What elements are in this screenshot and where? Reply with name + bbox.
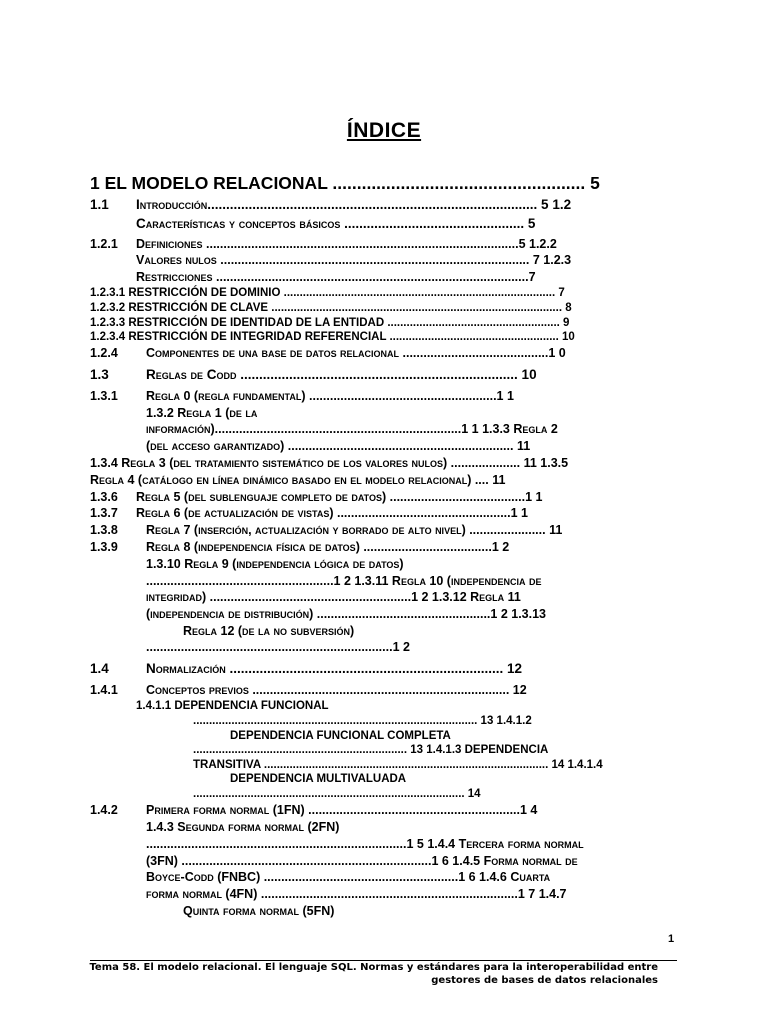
toc-entry: 1.3.10 Regla 9 (independencia lógica de datos) <box>146 557 404 571</box>
toc-entry: Restricciones ..........................................................................................7 <box>136 270 536 284</box>
toc-entry: 1.4.3 Segunda forma normal (2FN) <box>146 820 340 834</box>
toc-entry: ................................................................... 13 1.4.1.3 DEPENDENCIA <box>193 744 549 756</box>
toc-entry: Regla 6 (de actualización de vistas) ..................................................1 1 <box>136 506 528 520</box>
toc-entry: Características y conceptos básicos ................................................ 5 <box>136 216 536 231</box>
toc-entry: .......................................................................1 2 <box>146 640 410 654</box>
toc-entry: Introducción........................................................................................ 5 1.2 <box>136 197 572 212</box>
toc-entry: Reglas de Codd .......................................................................... 10 <box>146 367 537 382</box>
toc-entry: 1.3.9 <box>90 540 118 554</box>
toc-entry: 1.3.1 <box>90 389 118 403</box>
toc-entry: 1.2.3.4 RESTRICCIÓN DE INTEGRIDAD REFERENCIAL ..................................................... 10 <box>90 331 575 343</box>
toc-entry: 1.4 <box>90 661 109 676</box>
toc-entry: 1.3.2 Regla 1 (de la <box>146 406 258 420</box>
toc-entry: información).......................................................................1 1 1.3.3 Regla 2 <box>146 422 558 436</box>
toc-entry: 1.3.4 Regla 3 (del tratamiento sistemático de los valores nulos) .................... 11 1.3.5 <box>90 456 569 470</box>
footer-line-1: Tema 58. El modelo relacional. El lenguaje SQL. Normas y estándares para la interoperabilidad entre <box>89 962 658 973</box>
toc-entry: 1.2.3.2 RESTRICCIÓN DE CLAVE ........................................................................................... 8 <box>90 302 572 314</box>
toc-entry: Definiciones ..........................................................................................5 1.2.2 <box>136 237 557 251</box>
toc-entry: DEPENDENCIA FUNCIONAL COMPLETA <box>230 730 451 742</box>
toc-entry: 1.2.4 <box>90 346 118 360</box>
toc-entry: ..................................................................................... 14 <box>193 788 481 800</box>
toc-entry: TRANSITIVA ......................................................................................... 14 1.4.1.4 <box>193 759 603 771</box>
toc-entry: 1.3 <box>90 367 109 382</box>
toc-entry: (3FN) ........................................................................1 6 1.4.5 Forma normal de <box>146 854 578 868</box>
toc-entry: ......................................................................................... 13 1.4.1.2 <box>193 715 532 727</box>
toc-entry: 1.2.3.1 RESTRICCIÓN DE DOMINIO ..................................................................................... 7 <box>90 287 565 299</box>
toc-entry: Boyce-Codd (FNBC) ........................................................1 6 1.4.6 Cuarta <box>146 870 551 884</box>
index-title: ÍNDICE <box>346 119 422 142</box>
toc-entry: DEPENDENCIA MULTIVALUADA <box>230 773 407 785</box>
footer-divider <box>90 960 677 961</box>
toc-entry: 1.3.8 <box>90 523 118 537</box>
toc-entry: (independencia de distribución) ..................................................1 2 1.3.13 <box>146 607 547 621</box>
toc-entry: 1.3.7 <box>90 506 118 520</box>
toc-entry: ......................................................1 2 1.3.11 Regla 10 (independencia de <box>146 574 542 588</box>
toc-entry: Regla 8 (independencia física de datos) .....................................1 2 <box>146 540 510 554</box>
toc-entry: Componentes de una base de datos relacional ..........................................1 0 <box>146 346 566 360</box>
toc-entry: 1.4.2 <box>90 803 118 817</box>
toc-entry: 1.1 <box>90 197 109 212</box>
toc-entry: Regla 5 (del sublenguaje completo de datos) .......................................1 1 <box>136 490 543 504</box>
toc-entry: forma normal (4FN) ..........................................................................1 7 1.4.7 <box>146 887 567 901</box>
toc-entry: Primera forma normal (1FN) .............................................................1 4 <box>146 803 538 817</box>
toc-entry: Quinta forma normal (5FN) <box>183 904 335 918</box>
footer-line-2: gestores de bases de datos relacionales <box>431 974 658 986</box>
toc-entry: 1.4.1.1 DEPENDENCIA FUNCIONAL <box>136 700 329 712</box>
toc-entry: ...........................................................................1 5 1.4.4 Tercera forma normal <box>146 837 584 851</box>
toc-entry: 1 EL MODELO RELACIONAL .................................................... 5 <box>90 173 600 193</box>
toc-entry: 1.4.1 <box>90 683 118 697</box>
toc-entry: Conceptos previos .......................................................................... 12 <box>146 683 527 697</box>
toc-entry: Regla 0 (regla fundamental) ......................................................1 1 <box>146 389 514 403</box>
toc-entry: Regla 4 (catálogo en línea dinámico basado en el modelo relacional) .... 11 <box>90 473 506 487</box>
toc-entry: Valores nulos ......................................................................................... 7 1.2.3 <box>136 253 572 267</box>
toc-entry: 1.2.3.3 RESTRICCIÓN DE IDENTIDAD DE LA ENTIDAD ...................................................... 9 <box>90 317 570 329</box>
toc-entry: 1.2.1 <box>90 237 118 251</box>
toc-entry: integridad) ..........................................................1 2 1.3.12 Regla 11 <box>146 590 521 604</box>
toc-entry: 1.3.6 <box>90 490 118 504</box>
toc-entry: Regla 7 (inserción, actualización y borrado de alto nivel) ...................... 11 <box>146 523 563 537</box>
toc-entry: Normalización ......................................................................... 12 <box>146 661 523 676</box>
toc-entry: (del acceso garantizado) ................................................................. 11 <box>146 439 531 453</box>
toc-entry: Regla 12 (de la no subversión) <box>183 624 355 638</box>
page-footer <box>89 962 658 987</box>
page-number: 1 <box>668 933 675 945</box>
